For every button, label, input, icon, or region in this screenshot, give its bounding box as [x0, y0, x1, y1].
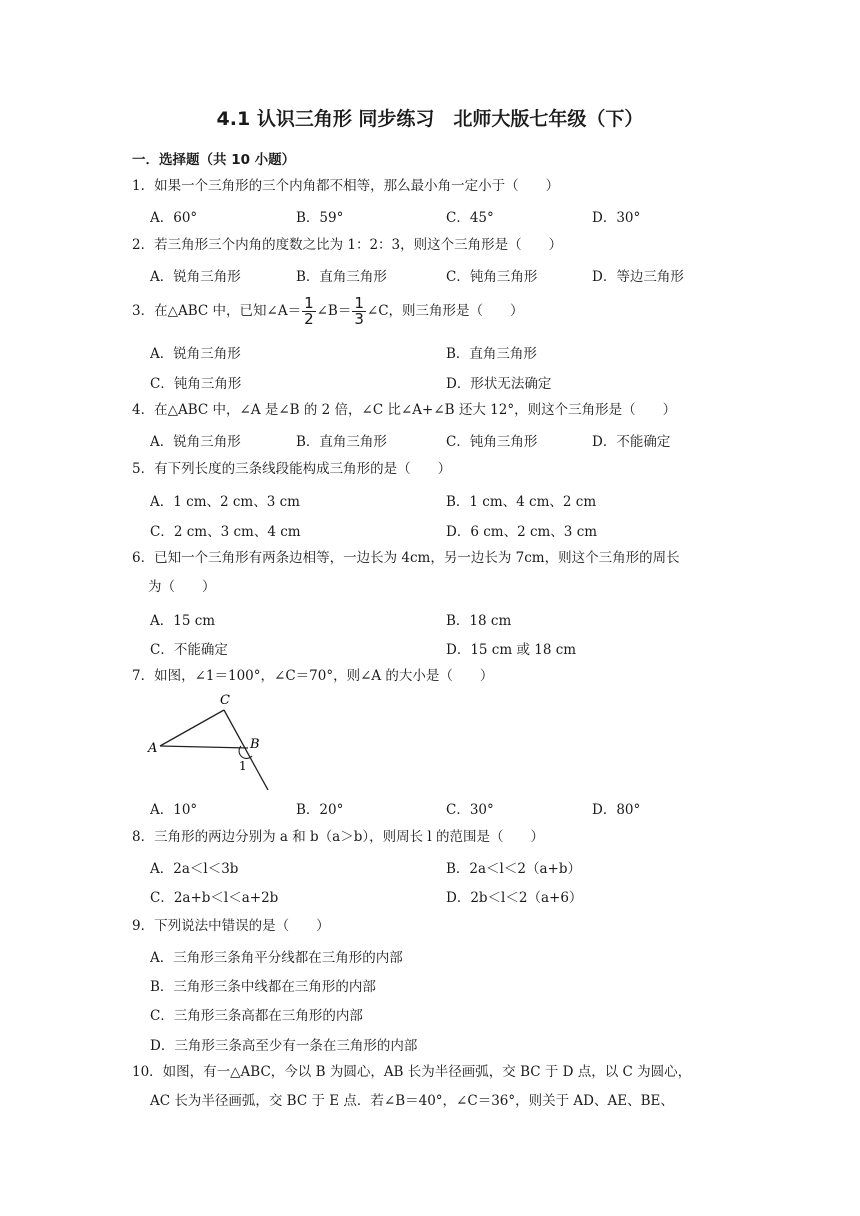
question-7-option-d: D．80°	[592, 802, 641, 818]
question-8-option-c: C．2a+b＜l＜a+2b	[150, 890, 279, 906]
question-8-option-d: D．2b＜l＜2（a+6）	[446, 890, 583, 906]
question-7-option-a: A．10°	[150, 802, 198, 818]
question-8-stem: 8．三角形的两边分别为 a 和 b（a＞b），则周长 l 的范围是（ ）	[132, 829, 544, 845]
question-5-option-a: A．1 cm、2 cm、3 cm	[150, 494, 300, 510]
question-9-option-c: C．三角形三条高都在三角形的内部	[150, 1008, 363, 1024]
question-1-option-c: C．45°	[446, 210, 494, 226]
question-1-option-b: B．59°	[296, 210, 344, 226]
question-3-option-a: A．锐角三角形	[150, 346, 241, 362]
fraction-1-denominator: 2	[304, 310, 314, 328]
question-3-option-d: D．形状无法确定	[446, 376, 552, 392]
question-4-option-d: D．不能确定	[592, 434, 671, 450]
question-5-option-b: B．1 cm、4 cm、2 cm	[446, 494, 597, 510]
question-7-option-b: B．20°	[296, 802, 344, 818]
question-4-option-c: C．钝角三角形	[446, 434, 538, 450]
question-8-option-b: B．2a＜l＜2（a+b）	[446, 861, 581, 877]
question-2-option-c: C．钝角三角形	[446, 269, 538, 285]
question-3-stem-part-b: ∠B＝	[316, 303, 352, 319]
side-ac	[160, 710, 224, 746]
question-6-stem-line-1: 6．已知一个三角形有两条边相等，一边长为 4cm，另一边长为 7cm，则这个三角形的周长	[132, 550, 680, 566]
question-3-option-b: B．直角三角形	[446, 346, 537, 362]
fraction-one-half	[302, 296, 316, 327]
question-1-option-d: D．30°	[592, 210, 641, 226]
question-3-stem	[132, 296, 524, 327]
question-6-option-a: A．15 cm	[150, 613, 216, 629]
fraction-one-third	[352, 296, 366, 327]
question-3-stem-part-c: ∠C，则三角形是（ ）	[366, 303, 524, 319]
label-b: B	[250, 737, 260, 752]
page-title: 4.1 认识三角形 同步练习 北师大版七年级（下）	[216, 108, 644, 130]
question-6-option-b: B．18 cm	[446, 613, 512, 629]
question-1-option-a: A．60°	[150, 210, 198, 226]
side-ab	[160, 746, 248, 748]
question-6-option-c: C．不能确定	[150, 642, 228, 658]
fraction-1-numerator: 1	[304, 294, 314, 312]
question-10-stem-line-1: 10．如图，有一△ABC，今以 B 为圆心，AB 长为半径画弧，交 BC 于 D 点，以 C 为圆心，	[132, 1064, 692, 1080]
question-2-option-d: D．等边三角形	[592, 269, 684, 285]
question-4-option-b: B．直角三角形	[296, 434, 387, 450]
label-c: C	[220, 693, 230, 708]
label-a: A	[148, 741, 158, 756]
question-6-option-d: D．15 cm 或 18 cm	[446, 642, 577, 658]
fraction-2-denominator: 3	[354, 310, 364, 328]
section-heading: 一．选择题（共 10 小题）	[132, 152, 296, 168]
question-9-stem: 9．下列说法中错误的是（ ）	[132, 918, 330, 934]
question-10-stem-line-2: AC 长为半径画弧，交 BC 于 E 点．若∠B＝40°，∠C＝36°，则关于 AD、AE、BE、	[150, 1093, 674, 1109]
question-4-stem: 4．在△ABC 中，∠A 是∠B 的 2 倍，∠C 比∠A+∠B 还大 12°，则这个三角形是（ ）	[132, 402, 677, 418]
question-6-stem-line-2: 为（ ）	[148, 579, 216, 595]
question-4-option-a: A．锐角三角形	[150, 434, 241, 450]
question-8-option-a: A．2a＜l＜3b	[150, 861, 239, 877]
question-2-option-a: A．锐角三角形	[150, 269, 241, 285]
question-7-option-c: C．30°	[446, 802, 494, 818]
question-7-stem: 7．如图，∠1＝100°，∠C＝70°，则∠A 的大小是（ ）	[132, 668, 494, 684]
fraction-2-numerator: 1	[354, 294, 364, 312]
question-9-option-a: A．三角形三条角平分线都在三角形的内部	[150, 950, 403, 966]
label-angle-1: 1	[239, 759, 247, 773]
question-5-option-c: C．2 cm、3 cm、4 cm	[150, 524, 301, 540]
question-5-stem: 5．有下列长度的三条线段能构成三角形的是（ ）	[132, 461, 452, 477]
question-9-option-d: D．三角形三条高至少有一条在三角形的内部	[150, 1038, 418, 1054]
triangle-figure	[140, 690, 280, 790]
question-5-option-d: D．6 cm、2 cm、3 cm	[446, 524, 598, 540]
question-2-stem: 2．若三角形三个内角的度数之比为 1：2：3，则这个三角形是（ ）	[132, 237, 563, 253]
line-cb-extended	[224, 710, 268, 790]
question-2-option-b: B．直角三角形	[296, 269, 387, 285]
question-9-option-b: B．三角形三条中线都在三角形的内部	[150, 979, 376, 995]
question-1-stem: 1．如果一个三角形的三个内角都不相等，那么最小角一定小于（ ）	[132, 178, 560, 194]
question-3-stem-part-a: 3．在△ABC 中，已知∠A＝	[132, 303, 302, 319]
question-3-option-c: C．钝角三角形	[150, 376, 242, 392]
